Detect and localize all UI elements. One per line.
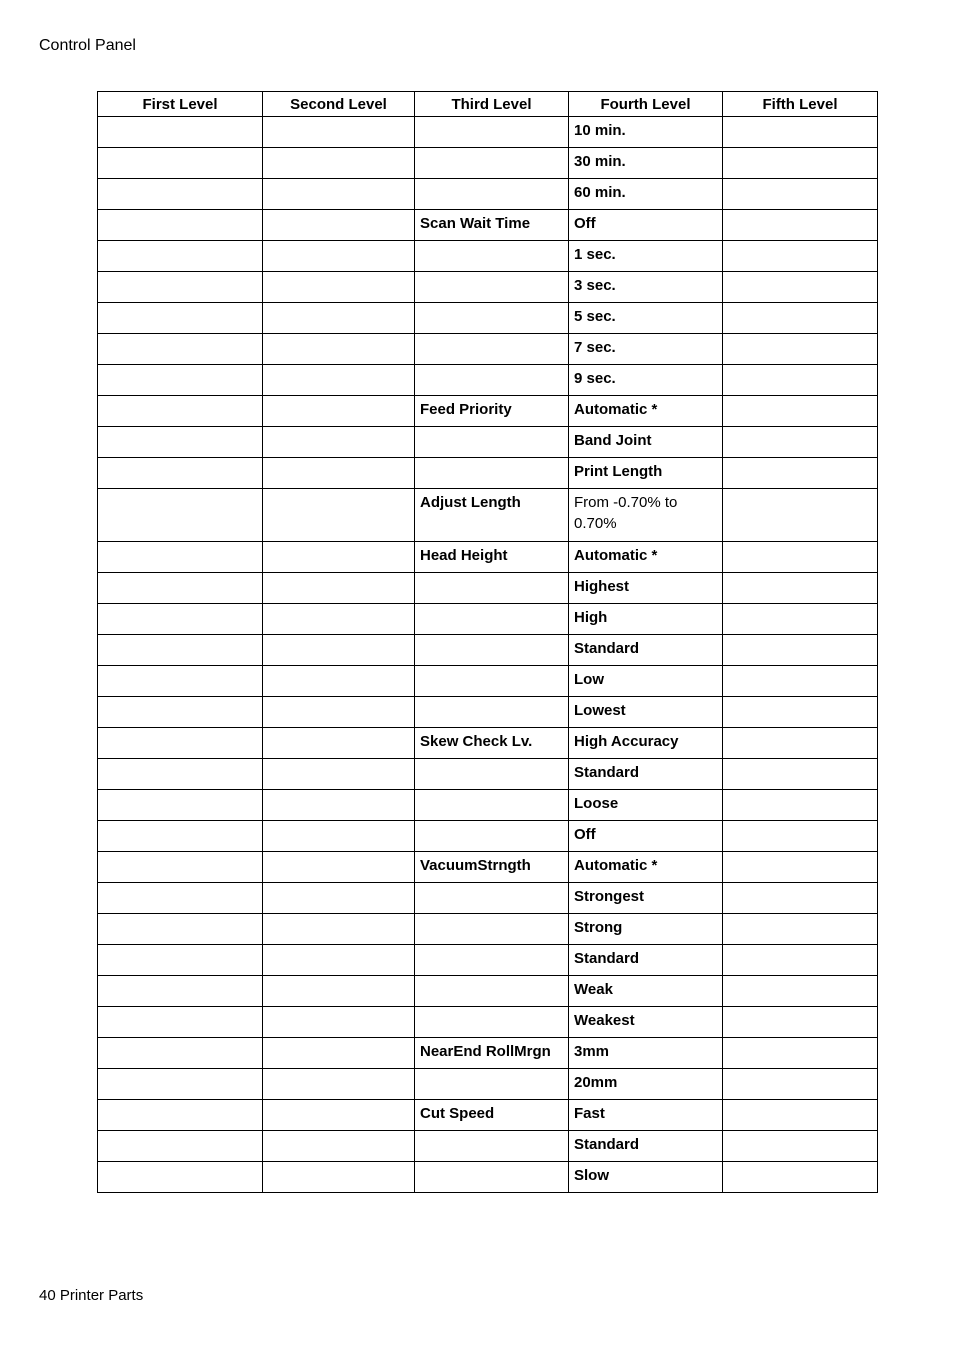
table-cell — [415, 148, 569, 179]
table-cell: NearEnd RollMrgn — [415, 1038, 569, 1069]
table-cell: Strongest — [569, 883, 723, 914]
table-cell — [415, 1162, 569, 1193]
table-cell — [723, 852, 878, 883]
table-cell — [723, 759, 878, 790]
table-cell — [415, 697, 569, 728]
table-cell — [723, 458, 878, 489]
table-cell: 20mm — [569, 1069, 723, 1100]
table-row — [98, 883, 878, 914]
table-cell — [263, 635, 415, 666]
table-cell: Strong — [569, 914, 723, 945]
table-cell — [98, 303, 263, 334]
table-cell — [723, 1131, 878, 1162]
table-cell: Lowest — [569, 697, 723, 728]
table-cell — [415, 427, 569, 458]
table-cell — [98, 1069, 263, 1100]
table-cell — [723, 914, 878, 945]
table-cell — [723, 976, 878, 1007]
table-cell — [415, 1131, 569, 1162]
table-cell: 5 sec. — [569, 303, 723, 334]
table-cell — [723, 1007, 878, 1038]
table-cell — [263, 790, 415, 821]
table-row — [98, 976, 878, 1007]
table-cell: Print Length — [569, 458, 723, 489]
table-cell — [98, 542, 263, 573]
table-cell — [98, 914, 263, 945]
table-cell — [98, 790, 263, 821]
table-cell — [98, 489, 263, 542]
table-row — [98, 852, 878, 883]
table-cell — [723, 334, 878, 365]
table-cell: Standard — [569, 759, 723, 790]
table-cell — [263, 914, 415, 945]
table-row — [98, 573, 878, 604]
table-cell — [263, 1007, 415, 1038]
table-row — [98, 945, 878, 976]
table-cell — [263, 241, 415, 272]
table-cell — [723, 697, 878, 728]
table-row — [98, 334, 878, 365]
table-cell: 9 sec. — [569, 365, 723, 396]
table-cell — [263, 427, 415, 458]
table-cell — [415, 945, 569, 976]
table-cell — [415, 821, 569, 852]
table-cell — [415, 458, 569, 489]
table-cell: Standard — [569, 945, 723, 976]
table-cell — [98, 666, 263, 697]
table-cell — [263, 489, 415, 542]
table-cell — [415, 1069, 569, 1100]
table-cell — [263, 1038, 415, 1069]
table-cell — [723, 396, 878, 427]
table-cell: 7 sec. — [569, 334, 723, 365]
table-cell: Automatic * — [569, 396, 723, 427]
table-row — [98, 117, 878, 148]
table-cell: Automatic * — [569, 542, 723, 573]
table-cell — [415, 914, 569, 945]
table-cell — [263, 852, 415, 883]
table-cell — [415, 334, 569, 365]
table-cell — [98, 458, 263, 489]
table-cell — [415, 241, 569, 272]
table-cell — [263, 272, 415, 303]
table-row — [98, 790, 878, 821]
table-cell — [723, 179, 878, 210]
table-row — [98, 148, 878, 179]
table-cell — [723, 573, 878, 604]
table-cell — [415, 635, 569, 666]
table-cell — [98, 728, 263, 759]
table-cell — [98, 697, 263, 728]
table-cell: VacuumStrngth — [415, 852, 569, 883]
table-cell: Highest — [569, 573, 723, 604]
table-row — [98, 1038, 878, 1069]
table-cell: Weak — [569, 976, 723, 1007]
table-row — [98, 489, 878, 542]
table-row — [98, 759, 878, 790]
table-cell — [263, 458, 415, 489]
table-row — [98, 179, 878, 210]
table-cell — [263, 117, 415, 148]
column-header: Fifth Level — [723, 92, 878, 117]
menu-table — [97, 91, 878, 1193]
table-row — [98, 458, 878, 489]
table-cell: Loose — [569, 790, 723, 821]
table-cell: High — [569, 604, 723, 635]
table-cell — [98, 852, 263, 883]
table-row — [98, 210, 878, 241]
table-cell — [263, 573, 415, 604]
table-cell — [263, 1162, 415, 1193]
table-cell — [415, 976, 569, 1007]
table-cell — [263, 883, 415, 914]
table-cell: Cut Speed — [415, 1100, 569, 1131]
table-row — [98, 1007, 878, 1038]
table-cell: Low — [569, 666, 723, 697]
table-cell — [98, 272, 263, 303]
table-row — [98, 542, 878, 573]
table-cell — [415, 1007, 569, 1038]
table-row — [98, 821, 878, 852]
table-cell: Fast — [569, 1100, 723, 1131]
table-cell — [415, 272, 569, 303]
table-cell — [98, 179, 263, 210]
table-cell — [98, 604, 263, 635]
table-cell — [415, 573, 569, 604]
table-cell: 1 sec. — [569, 241, 723, 272]
table-cell — [415, 179, 569, 210]
table-cell: Standard — [569, 1131, 723, 1162]
table-row — [98, 1131, 878, 1162]
table-cell — [723, 303, 878, 334]
column-header: First Level — [98, 92, 263, 117]
table-cell: 3mm — [569, 1038, 723, 1069]
table-cell — [723, 728, 878, 759]
table-cell: Skew Check Lv. — [415, 728, 569, 759]
table-cell: 60 min. — [569, 179, 723, 210]
table-body — [98, 117, 878, 1193]
table-cell — [98, 573, 263, 604]
table-cell — [723, 1038, 878, 1069]
table-row — [98, 1069, 878, 1100]
table-cell — [98, 1038, 263, 1069]
table-cell — [98, 427, 263, 458]
table-cell — [263, 365, 415, 396]
table-cell — [415, 790, 569, 821]
table-cell — [263, 148, 415, 179]
table-cell — [723, 790, 878, 821]
table-cell — [723, 489, 878, 542]
page-header: Control Panel — [39, 37, 136, 54]
table-cell — [723, 210, 878, 241]
table-row — [98, 272, 878, 303]
table-cell: From -0.70% to 0.70% — [569, 489, 723, 542]
table-row — [98, 303, 878, 334]
table-cell: Automatic * — [569, 852, 723, 883]
table-cell — [723, 542, 878, 573]
table-cell — [723, 365, 878, 396]
table-cell — [415, 883, 569, 914]
table-cell — [723, 883, 878, 914]
table-cell — [98, 759, 263, 790]
table-row — [98, 697, 878, 728]
table-cell: Adjust Length — [415, 489, 569, 542]
table-cell — [263, 666, 415, 697]
table-cell — [723, 1162, 878, 1193]
table-cell — [98, 148, 263, 179]
table-row — [98, 1162, 878, 1193]
table-cell — [415, 604, 569, 635]
table-cell — [263, 976, 415, 1007]
table-cell: 3 sec. — [569, 272, 723, 303]
table-cell — [415, 303, 569, 334]
table-cell — [98, 821, 263, 852]
column-header: Fourth Level — [569, 92, 723, 117]
table-cell — [263, 396, 415, 427]
table-cell — [415, 117, 569, 148]
table-cell — [98, 1162, 263, 1193]
table-cell: Band Joint — [569, 427, 723, 458]
column-header: Second Level — [263, 92, 415, 117]
table-cell: High Accuracy — [569, 728, 723, 759]
table-cell — [263, 821, 415, 852]
table-row — [98, 1100, 878, 1131]
table-cell — [263, 334, 415, 365]
table-cell — [723, 148, 878, 179]
table-cell — [415, 365, 569, 396]
table-cell — [263, 945, 415, 976]
page-footer: 40 Printer Parts — [39, 1287, 144, 1304]
table-cell — [98, 210, 263, 241]
table-cell — [723, 272, 878, 303]
table-cell — [723, 1100, 878, 1131]
table-cell — [263, 1131, 415, 1162]
table-cell: Standard — [569, 635, 723, 666]
table-row — [98, 914, 878, 945]
table-cell — [98, 635, 263, 666]
table-cell — [263, 1100, 415, 1131]
table-cell — [263, 210, 415, 241]
table-cell — [98, 1100, 263, 1131]
table-cell — [98, 976, 263, 1007]
table-cell — [723, 821, 878, 852]
table-cell — [263, 728, 415, 759]
table-header-row — [98, 92, 878, 117]
table-row — [98, 396, 878, 427]
table-cell — [263, 1069, 415, 1100]
table-row — [98, 604, 878, 635]
table-cell: Head Height — [415, 542, 569, 573]
table-cell — [263, 759, 415, 790]
table-cell — [98, 1007, 263, 1038]
table-cell — [723, 1069, 878, 1100]
table-cell — [98, 883, 263, 914]
table-cell: Feed Priority — [415, 396, 569, 427]
table-cell — [723, 241, 878, 272]
table-row — [98, 427, 878, 458]
table-cell — [723, 666, 878, 697]
table-cell — [98, 396, 263, 427]
table-cell — [415, 759, 569, 790]
table-cell: Slow — [569, 1162, 723, 1193]
table-cell: Weakest — [569, 1007, 723, 1038]
table-cell — [98, 241, 263, 272]
table-cell — [263, 303, 415, 334]
table-cell: 30 min. — [569, 148, 723, 179]
table-row — [98, 241, 878, 272]
table-row — [98, 365, 878, 396]
table-cell — [723, 945, 878, 976]
table-cell — [98, 365, 263, 396]
table-cell — [98, 334, 263, 365]
table-cell — [723, 117, 878, 148]
table-row — [98, 666, 878, 697]
table-cell — [263, 179, 415, 210]
table-cell — [723, 604, 878, 635]
table-row — [98, 728, 878, 759]
table-cell — [723, 635, 878, 666]
table-cell — [263, 697, 415, 728]
table-cell — [723, 427, 878, 458]
table-cell — [98, 1131, 263, 1162]
table-cell: Off — [569, 821, 723, 852]
table-cell: 10 min. — [569, 117, 723, 148]
table-cell — [98, 117, 263, 148]
table-cell — [263, 604, 415, 635]
table-cell: Off — [569, 210, 723, 241]
table-cell — [415, 666, 569, 697]
column-header: Third Level — [415, 92, 569, 117]
table-cell — [98, 945, 263, 976]
table-cell: Scan Wait Time — [415, 210, 569, 241]
table-cell — [263, 542, 415, 573]
table-row — [98, 635, 878, 666]
